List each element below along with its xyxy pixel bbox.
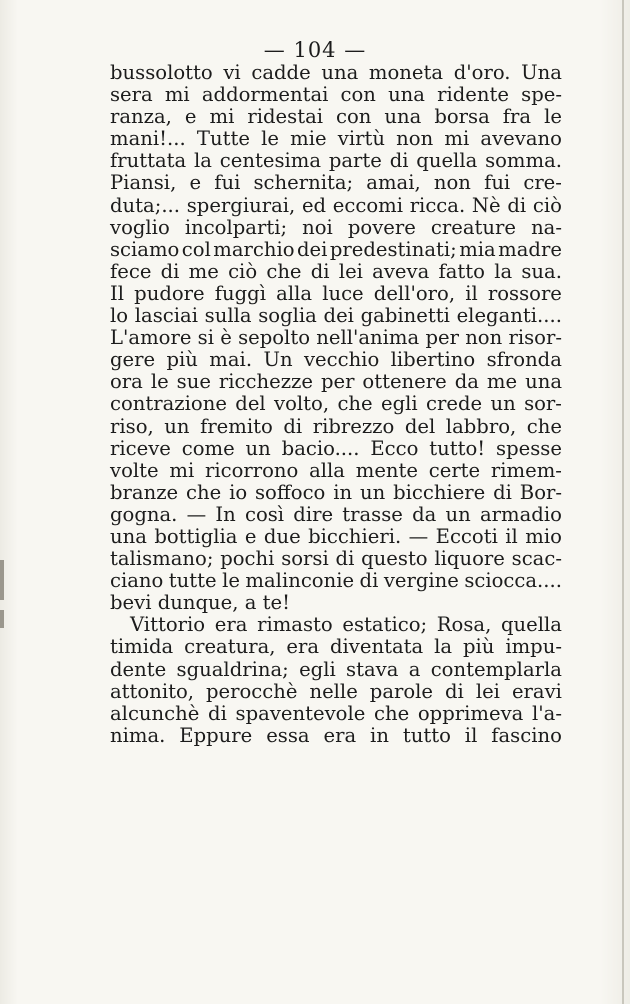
word: non [433, 171, 471, 195]
word: Tutte [196, 127, 250, 151]
word: una [384, 105, 422, 129]
word: crede [426, 392, 483, 416]
word: Piansi, [110, 171, 177, 195]
word: che [266, 259, 302, 283]
word: fra [502, 105, 532, 129]
word: mi [164, 83, 190, 107]
word: sulla [204, 304, 252, 328]
word: di [335, 547, 355, 571]
word: In [215, 502, 236, 526]
word: un [359, 480, 386, 504]
word: bacio.... [281, 436, 360, 460]
word: attonito, [110, 679, 195, 703]
word: è [220, 326, 232, 350]
word: fece [110, 259, 152, 283]
word: un [164, 414, 190, 438]
word: che [374, 701, 410, 725]
word: del [235, 392, 266, 416]
word: e [189, 171, 202, 195]
word: cre- [523, 171, 562, 195]
word: tutte [168, 569, 217, 593]
word: nell'anima [316, 326, 420, 350]
word: vecchio [303, 348, 380, 372]
word: borsa [434, 105, 490, 129]
word: alcunchè [110, 701, 200, 725]
word: pudore [134, 281, 205, 305]
word: più [166, 348, 198, 372]
word: la [194, 149, 212, 173]
word: alla [276, 281, 313, 305]
word: impu- [505, 635, 562, 659]
word: da [412, 502, 437, 526]
word: tutto! [429, 436, 486, 460]
word: marchio [213, 237, 295, 261]
text-line [110, 681, 562, 703]
word: Eppure [179, 723, 253, 747]
text-line [110, 614, 562, 636]
word: di [389, 149, 409, 173]
word: si [197, 326, 214, 350]
word: fuggì [214, 281, 266, 305]
text-line [110, 217, 562, 239]
word: nelle [309, 679, 358, 703]
word: con [340, 83, 376, 107]
word: lei [338, 259, 363, 283]
word: Un [263, 348, 293, 372]
word: sor- [524, 392, 562, 416]
text-line [110, 283, 562, 305]
word: me [486, 370, 518, 394]
word: contrazione [110, 392, 227, 416]
word: libertino [390, 348, 476, 372]
word: fascino [491, 723, 562, 747]
word: volte [110, 458, 159, 482]
word: mia [459, 237, 496, 261]
word: sfronda [486, 348, 562, 372]
word: era [286, 635, 320, 659]
word: Eccoti [435, 524, 498, 548]
word: madre [498, 237, 562, 261]
word: in [370, 723, 389, 747]
page-number: — 104 — [263, 38, 367, 62]
word: sciocca.... [464, 569, 562, 593]
word: cadde [251, 61, 311, 84]
text-line [110, 172, 562, 194]
text-line [110, 84, 562, 106]
word: ricorrono [204, 458, 299, 482]
word: riceve [110, 436, 171, 460]
word: nima. [110, 723, 166, 747]
word: di [208, 701, 227, 725]
word: fui [214, 171, 241, 195]
word: sgualdrina; [176, 657, 289, 681]
word: una [321, 61, 359, 84]
word: centesima [219, 149, 322, 173]
word: e [244, 524, 257, 548]
page-edge-line [622, 0, 624, 1004]
word: le [150, 370, 169, 394]
word: sepolto [238, 326, 310, 350]
word: gere [110, 348, 156, 372]
text-line: bevi dunque, a te! [110, 591, 290, 615]
word: del [404, 414, 436, 438]
text-line [110, 393, 562, 415]
word: L'amore [110, 326, 192, 350]
text-line [110, 261, 562, 283]
word: Ecco [370, 436, 419, 460]
word: di [283, 414, 303, 438]
word: ora [110, 370, 143, 394]
word: spaventevole [235, 701, 366, 725]
word: lo [110, 304, 129, 328]
word: rossore [487, 281, 562, 305]
word: somma. [485, 149, 562, 173]
text-line [110, 416, 562, 438]
word: che [186, 480, 222, 504]
word: sue [176, 370, 211, 394]
word: sua. [521, 259, 562, 283]
word: ricca. [409, 193, 466, 217]
word: egli [381, 392, 418, 416]
text-line [110, 438, 562, 460]
word: ciò [228, 259, 258, 283]
text-line [110, 636, 562, 658]
word: eleganti.... [456, 304, 562, 328]
word: la [434, 635, 453, 659]
word: eccomi [332, 193, 403, 217]
text-line [110, 128, 562, 150]
word: opprimeva [417, 701, 524, 725]
text-line [110, 570, 562, 592]
word: il [464, 723, 478, 747]
word: quella [501, 613, 562, 637]
text-line [110, 504, 562, 526]
word: sorsi [281, 547, 329, 571]
word: di [359, 569, 379, 593]
word: avevano [480, 127, 562, 151]
word: moneta [368, 61, 444, 84]
word: certe [428, 458, 481, 482]
body-text [110, 62, 562, 747]
word: questo [361, 547, 428, 571]
word: ribrezzo [312, 414, 395, 438]
word: bicchieri. [308, 524, 402, 548]
page-edge-mark [0, 560, 4, 600]
word: di [507, 193, 527, 217]
word: per [425, 326, 459, 350]
word: il [505, 524, 518, 548]
word: ricchezze [218, 370, 313, 394]
word: rimasto [257, 613, 333, 637]
word: voglio [110, 215, 170, 239]
word: mente [355, 458, 418, 482]
word: bussolotto [110, 61, 213, 84]
word: non [465, 326, 503, 350]
word: noi [302, 215, 333, 239]
word: mai. [209, 348, 253, 372]
word: perocchè [206, 679, 298, 703]
word: dei [297, 237, 328, 261]
word: una [110, 524, 147, 548]
word: dire [293, 502, 334, 526]
word: da [454, 370, 479, 394]
word: ed [301, 193, 327, 217]
word: liquore [434, 547, 505, 571]
word: schernita; [253, 171, 354, 195]
word: fatto [438, 259, 485, 283]
word: aveva [372, 259, 430, 283]
text-line [110, 62, 562, 84]
text-line [110, 150, 562, 172]
word: il [465, 281, 478, 305]
word: branze [110, 480, 179, 504]
word: più [462, 635, 495, 659]
word: sciamo [110, 237, 180, 261]
word: un [445, 502, 471, 526]
word: spesse [496, 436, 562, 460]
word: Vittorio [130, 613, 206, 637]
word: una [525, 370, 562, 394]
word: Il [110, 281, 125, 305]
word: mie [290, 127, 327, 151]
word: risor- [508, 326, 562, 350]
word: predestinati; [329, 237, 457, 261]
text-line [110, 349, 562, 371]
word: quella [416, 149, 478, 173]
text-line [110, 327, 562, 349]
word: mi [444, 127, 470, 151]
word: talismano; [110, 547, 214, 571]
word: duta;... [110, 193, 181, 217]
word: amai, [366, 171, 421, 195]
word: in [333, 480, 353, 504]
word: mi [209, 105, 235, 129]
word: creature [430, 215, 516, 239]
word: che [337, 392, 373, 416]
word: dei [323, 304, 354, 328]
word: trasse [342, 502, 403, 526]
word: di [493, 480, 512, 504]
word: ciano [110, 569, 164, 593]
word: riso, [110, 414, 154, 438]
word: per [320, 370, 355, 394]
word: io [229, 480, 248, 504]
word: come [181, 436, 235, 460]
word: dente [110, 657, 167, 681]
word: bottiglia [154, 524, 238, 548]
word: di [445, 679, 464, 703]
word: le [544, 105, 562, 129]
word: la [494, 259, 513, 283]
word: era [214, 613, 248, 637]
word: addormentai [201, 83, 329, 107]
word: ridente [437, 83, 509, 107]
word: estatico; [342, 613, 428, 637]
word: Rosa, [436, 613, 492, 637]
word: parte [328, 149, 382, 173]
word: due [263, 524, 301, 548]
word: dell'oro, [373, 281, 456, 305]
word: con [336, 105, 372, 129]
word: essa [266, 723, 310, 747]
word: un [245, 436, 271, 460]
word: un [490, 392, 516, 416]
word: ottenere [362, 370, 447, 394]
word: le [261, 127, 279, 151]
word: di [310, 259, 330, 283]
word: era [323, 723, 357, 747]
word: l'a- [532, 701, 562, 725]
word: parole [369, 679, 434, 703]
word: scac- [511, 547, 562, 571]
word: Una [521, 61, 562, 84]
word: me [188, 259, 219, 283]
word: ridestai [247, 105, 324, 129]
word: alla [309, 458, 345, 482]
word: ranza, [110, 105, 172, 129]
word: mani!... [110, 127, 186, 151]
word: na- [531, 215, 562, 239]
text-line [110, 371, 562, 393]
word: armadio [480, 502, 562, 526]
word: col [181, 237, 211, 261]
word: luce [322, 281, 364, 305]
word: Nè [471, 193, 501, 217]
word: povere [347, 215, 416, 239]
page-edge-mark [0, 610, 4, 628]
word: soffoco [255, 480, 326, 504]
word: spergiurai, [186, 193, 296, 217]
word: volto, [274, 392, 330, 416]
word: eravi [511, 679, 562, 703]
word: così [244, 502, 285, 526]
word: le [222, 569, 240, 593]
text-line [110, 195, 562, 217]
text-line [110, 725, 562, 747]
word: gogna. [110, 502, 178, 526]
word: egli [299, 657, 336, 681]
word: gabinetti [360, 304, 450, 328]
text-line [110, 703, 562, 725]
word: bicchiere [393, 480, 486, 504]
word: vi [223, 61, 241, 84]
word: fremito [200, 414, 273, 438]
word: sera [110, 83, 153, 107]
text-line [110, 659, 562, 681]
word: tutto [402, 723, 451, 747]
word: incolparti; [184, 215, 288, 239]
word: una [388, 83, 425, 107]
word: lasciai [134, 304, 198, 328]
word: di [160, 259, 180, 283]
text-line [110, 106, 562, 128]
word: contemplarla [430, 657, 562, 681]
text-line [110, 239, 562, 261]
word: mi [169, 458, 195, 482]
word: a [408, 657, 421, 681]
text-line [110, 305, 562, 327]
text-line [110, 526, 562, 548]
word: spe- [521, 83, 562, 107]
word: soglia [258, 304, 317, 328]
word: lei [475, 679, 500, 703]
word: Bor- [519, 480, 562, 504]
word: stava [346, 657, 399, 681]
word: fruttata [110, 149, 187, 173]
word: diventata [329, 635, 424, 659]
word: che [526, 414, 562, 438]
word: timida [110, 635, 174, 659]
word: creatura, [184, 635, 276, 659]
word: ciò [532, 193, 562, 217]
word: non [396, 127, 434, 151]
word: pochi [220, 547, 275, 571]
text-line [110, 548, 562, 570]
word: — [186, 502, 207, 526]
text-line [110, 460, 562, 482]
word: mio [525, 524, 562, 548]
text-line [110, 482, 562, 504]
word: — [408, 524, 429, 548]
word: rimem- [490, 458, 562, 482]
word: labbro, [445, 414, 517, 438]
word: virtù [337, 127, 385, 151]
word: d'oro. [453, 61, 511, 84]
word: vergine [383, 569, 459, 593]
word: e [184, 105, 197, 129]
word: malinconie [245, 569, 355, 593]
word: fui [484, 171, 511, 195]
